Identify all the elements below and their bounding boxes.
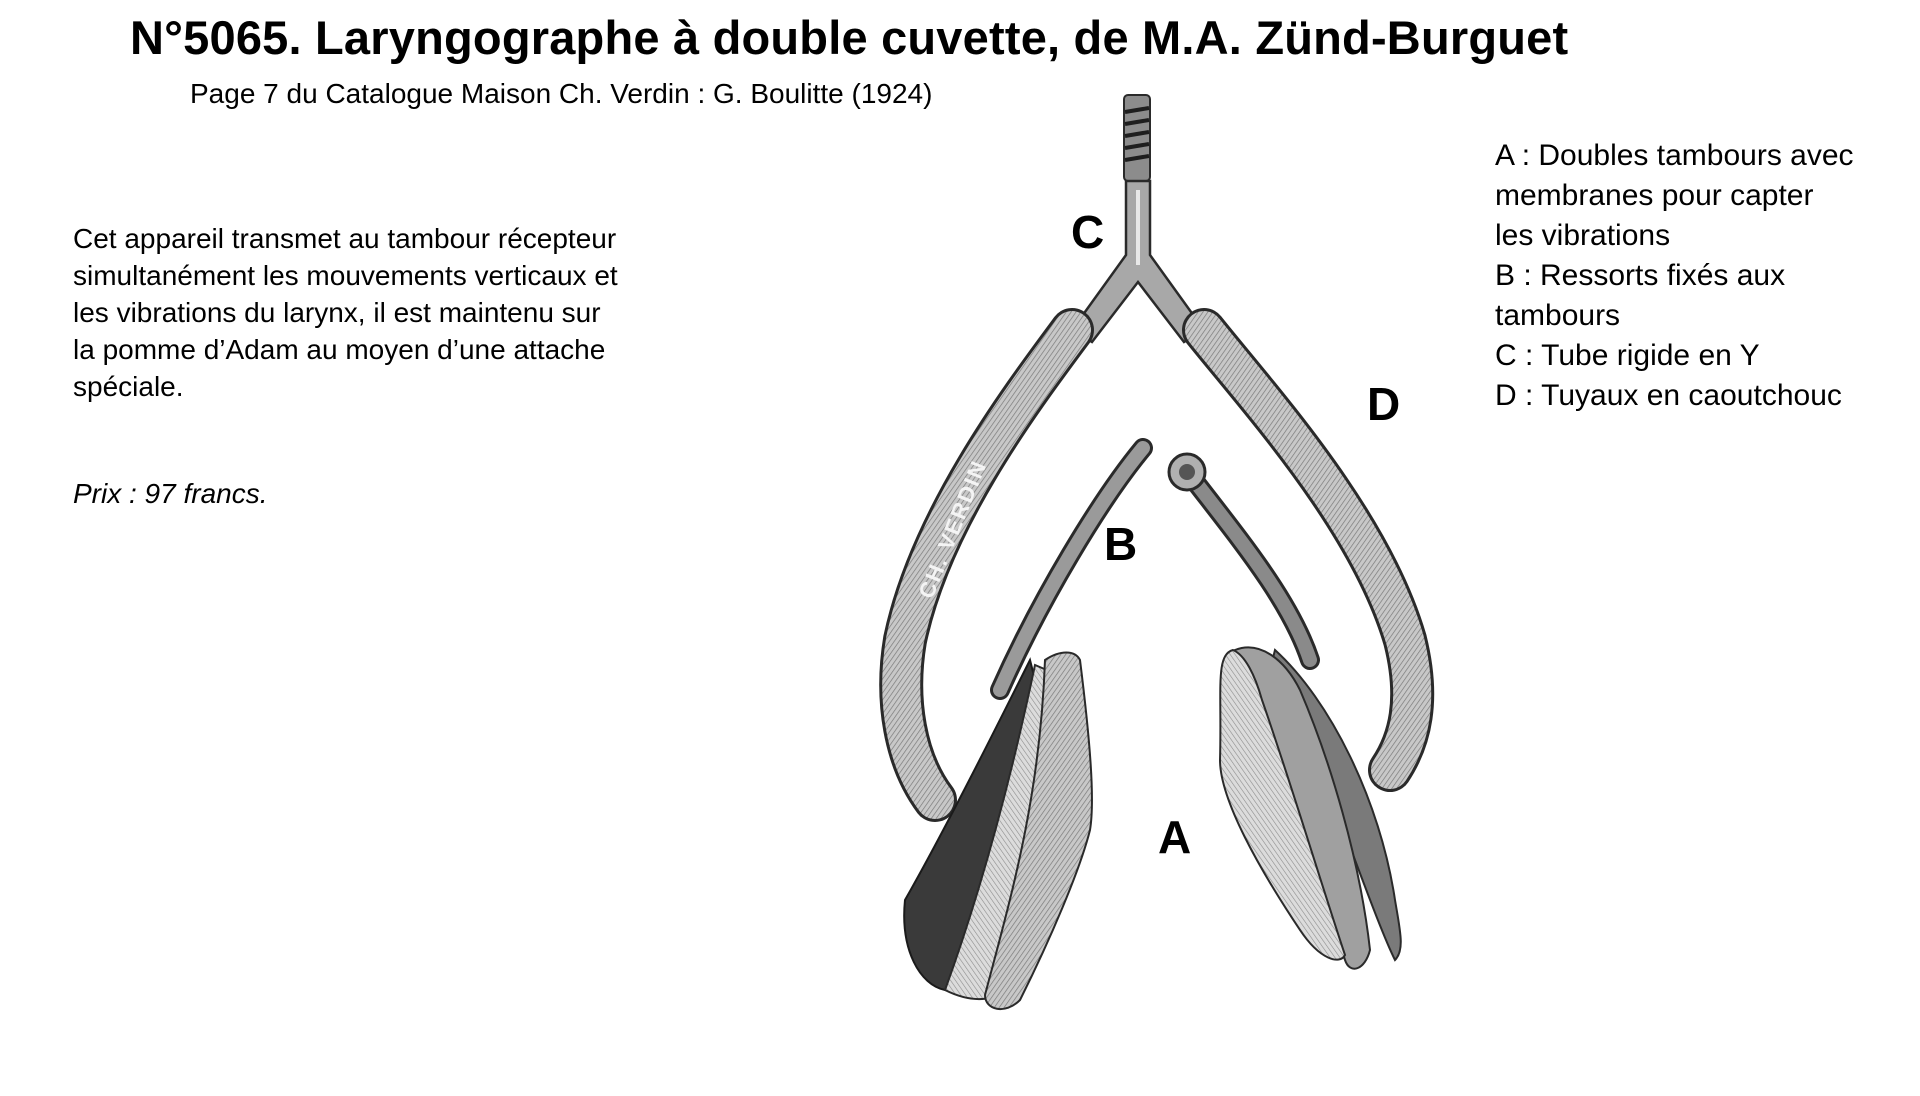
laryngograph-illustration (860, 80, 1500, 1020)
description-line: les vibrations du larynx, il est maintenu sur (73, 297, 601, 328)
description-line: la pomme d’Adam au moyen d’une attache (73, 334, 606, 365)
description-paragraph (73, 220, 693, 405)
description-line: spéciale. (73, 371, 184, 402)
price-text: Prix : 97 francs. (73, 478, 268, 509)
label-b: B (1104, 518, 1138, 570)
legend-line: A : Doubles tambours avec (1495, 139, 1854, 172)
description-line: Cet appareil transmet au tambour récepteur (73, 223, 617, 254)
description-line: simultanément les mouvements verticaux et (73, 260, 618, 291)
legend-line: membranes pour capter (1495, 179, 1814, 212)
legend-line: tambours (1495, 299, 1621, 332)
label-d: D (1367, 378, 1401, 430)
legend-line: C : Tube rigide en Y (1495, 339, 1760, 372)
verdin-engraving: CH. VERDIN (913, 456, 992, 602)
page-subtitle: Page 7 du Catalogue Maison Ch. Verdin : G. Boulitte (1924) (190, 78, 933, 109)
legend-line: D : Tuyaux en caoutchouc (1495, 379, 1842, 412)
page-title: N°5065. Laryngographe à double cuvette, de M.A. Zünd-Burguet (130, 11, 1569, 64)
parts-legend (1495, 136, 1854, 416)
label-a: A (1158, 811, 1192, 863)
label-c: C (1071, 206, 1105, 258)
legend-line: les vibrations (1495, 219, 1671, 252)
legend-line: B : Ressorts fixés aux (1495, 259, 1786, 292)
left-drum (904, 653, 1092, 1010)
right-drum (1220, 647, 1401, 968)
